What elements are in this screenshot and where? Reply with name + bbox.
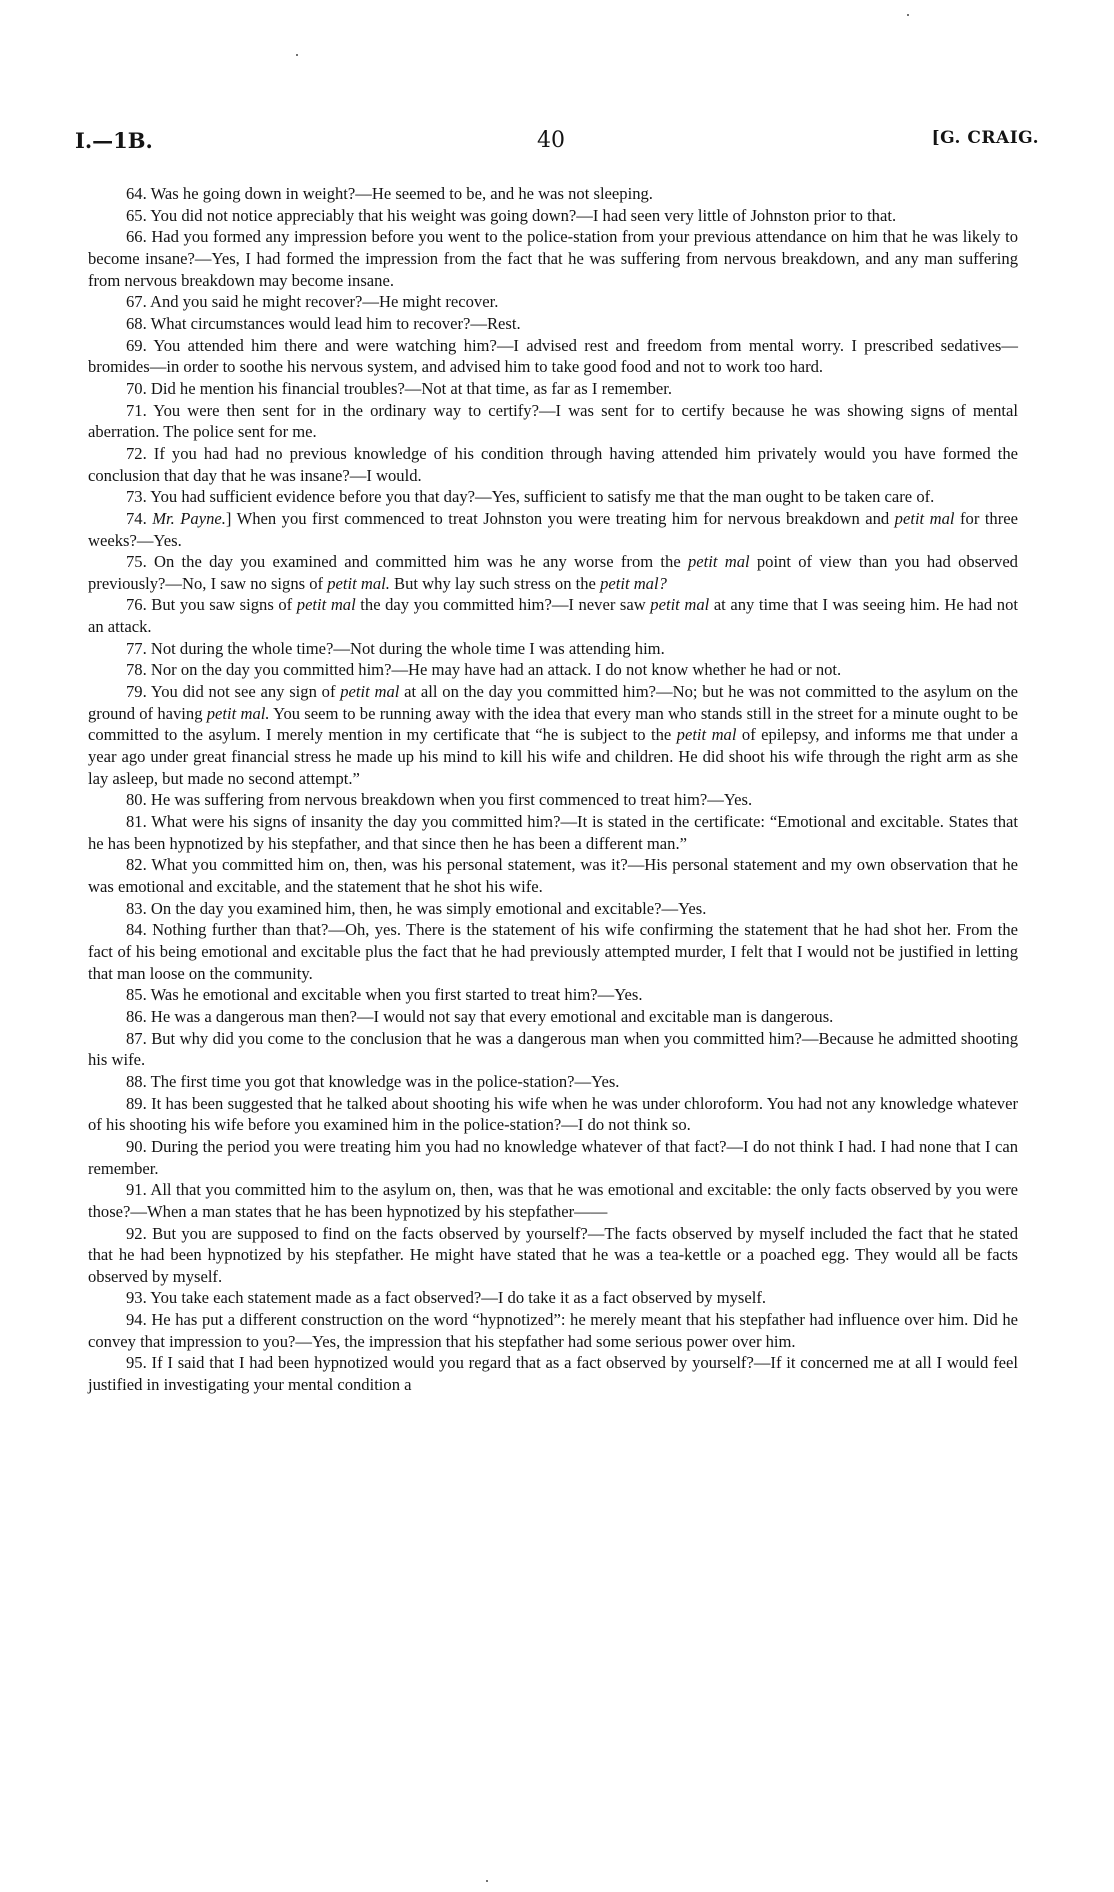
italic-text: petit mal.: [206, 703, 270, 723]
testimony-body: [88, 183, 1018, 1396]
paragraph-text: 78. Nor on the day you committed him?—He may have had an attack. I do not know whether he had or not.: [126, 660, 842, 680]
qa-paragraph: [88, 1136, 1018, 1179]
paragraph-text: 83. On the day you examined him, then, he was simply emotional and excitable?—Yes.: [126, 898, 707, 918]
page-header-witness: [G. CRAIG.: [931, 128, 1039, 148]
paragraph-text: 72. If you had had no previous knowledge of his condition through having attended him privately would you have formed the conclusion that day that he was insane?—I would.: [88, 443, 1018, 485]
scan-speck: [296, 54, 298, 56]
paragraph-text: 73. You had sufficient evidence before you that day?—Yes, sufficient to satisfy me that the man ought to be taken care of.: [126, 487, 935, 507]
paragraph-text: 82. What you committed him on, then, was his personal statement, was it?—His personal statement and my own observation that he was emotional and excitable, and the statement that he shot his wife.: [88, 855, 1018, 896]
qa-paragraph: [88, 919, 1018, 984]
italic-text: petit mal: [676, 725, 737, 745]
paragraph-text: 67. And you said he might recover?—He might recover.: [126, 292, 499, 312]
qa-paragraph: [88, 1006, 1018, 1028]
italic-text: petit mal: [340, 682, 400, 702]
qa-paragraph: [88, 1028, 1018, 1071]
qa-paragraph: [88, 984, 1018, 1006]
qa-paragraph: [88, 400, 1018, 443]
italic-text: petit mal.: [327, 573, 390, 593]
paragraph-text: 86. He was a dangerous man then?—I would not say that every emotional and excitable man is dangerous.: [126, 1006, 834, 1026]
page-header-reference: I.—1B.: [75, 128, 153, 153]
paragraph-text: 85. Was he emotional and excitable when you first started to treat him?—Yes.: [126, 985, 643, 1005]
paragraph-text: You seem to be running away with the idea that every man who stands still in the street for a minute ought to be committed to the asylum. I merely mention in my certificate that “he is subject to the: [88, 703, 1018, 745]
qa-paragraph: [88, 1179, 1018, 1222]
qa-paragraph: [88, 638, 1018, 660]
italic-text: Mr. Payne.: [152, 508, 226, 528]
paragraph-text: 87. But why did you come to the conclusion that he was a dangerous man when you committed him?—Because he admitted shooting his wife.: [88, 1028, 1018, 1070]
scan-speck: [486, 1880, 488, 1882]
qa-paragraph: [88, 205, 1018, 227]
paragraph-text: for three weeks?—Yes.: [88, 508, 1018, 550]
qa-paragraph: [88, 898, 1018, 920]
paragraph-text: 70. Did he mention his financial troubles?—Not at that time, as far as I remember.: [126, 378, 673, 398]
paragraph-text: 79. You did not see any sign of: [126, 682, 341, 702]
paragraph-text: point of view than you had observed previously?—No, I saw no signs of: [88, 552, 1018, 593]
qa-paragraph: [88, 443, 1018, 486]
paragraph-text: 69. You attended him there and were watching him?—I advised rest and freedom from mental worry. I prescribed sedatives—bromides—in order to soothe his nervous system, and advised him to take good food and not to work too hard.: [88, 335, 1018, 377]
qa-paragraph: [88, 1071, 1018, 1093]
italic-text: petit mal: [687, 552, 750, 572]
qa-paragraph: [88, 1093, 1018, 1136]
paragraph-text: 80. He was suffering from nervous breakdown when you first commenced to treat him?—Yes.: [126, 790, 753, 810]
italic-text: petit mal: [894, 508, 955, 528]
paragraph-text: 89. It has been suggested that he talked about shooting his wife when he was under chloroform. You had not any knowledge whatever of his shooting his wife before you examined him in the police-station?—I do not think so.: [88, 1093, 1018, 1135]
paragraph-text: 90. During the period you were treating him you had no knowledge whatever of that fact?—I do not think I had. I had none that I can remember.: [88, 1136, 1018, 1178]
qa-paragraph: [88, 486, 1018, 508]
qa-paragraph: [88, 854, 1018, 897]
qa-paragraph: [88, 183, 1018, 205]
qa-paragraph: [88, 335, 1018, 378]
qa-paragraph: [88, 226, 1018, 291]
qa-paragraph: [88, 313, 1018, 335]
qa-paragraph: [88, 594, 1018, 637]
qa-paragraph: [88, 789, 1018, 811]
qa-paragraph: [88, 508, 1018, 551]
italic-text: petit mal: [650, 595, 710, 615]
paragraph-text: ] When you first commenced to treat Johnston you were treating him for nervous breakdown and: [225, 508, 895, 528]
paragraph-text: 76. But you saw signs of: [126, 595, 297, 615]
page-number: 40: [537, 128, 565, 153]
paragraph-text: 75. On the day you examined and committed him was he any worse from the: [126, 552, 688, 572]
paragraph-text: 81. What were his signs of insanity the day you committed him?—It is stated in the certificate: “Emotional and excitable. States that he has been hypnotized by his stepfather, and that since then he has been a different man.”: [88, 812, 1018, 853]
paragraph-text: 68. What circumstances would lead him to recover?—Rest.: [126, 313, 521, 333]
qa-paragraph: [88, 1309, 1018, 1352]
paragraph-text: 91. All that you committed him to the asylum on, then, was that he was emotional and excitable: the only facts observed by you were those?—When a man states that he has been hypnotized by his stepfather——: [88, 1180, 1018, 1221]
qa-paragraph: [88, 1287, 1018, 1309]
paragraph-text: the day you committed him?—I never saw: [355, 595, 651, 615]
paragraph-text: 88. The first time you got that knowledge was in the police-station?—Yes.: [126, 1071, 620, 1091]
paragraph-text: 93. You take each statement made as a fact observed?—I do take it as a fact observed by myself.: [126, 1288, 767, 1308]
paragraph-text: 74.: [126, 508, 153, 528]
qa-paragraph: [88, 291, 1018, 313]
qa-paragraph: [88, 1352, 1018, 1395]
paragraph-text: 66. Had you formed any impression before you went to the police-station from your previous attendance on him that he was likely to become insane?—Yes, I had formed the impression from the fact that he was suffering from nervous breakdown, and any man suffering from nervous breakdown may become insane.: [88, 227, 1018, 290]
italic-text: petit mal: [296, 595, 356, 615]
paragraph-text: of epilepsy, and informs me that under a year ago under great financial stress he made up his mind to kill his wife and children. He did shoot his wife through the right arm as she lay asleep, but made no second attempt.”: [88, 725, 1018, 788]
paragraph-text: at all on the day you committed him?—No; but he was not committed to the asylum on the ground of having: [88, 682, 1018, 723]
paragraph-text: 94. He has put a different construction on the word “hypnotized”: he merely meant that his stepfather had influence over him. Did he convey that impression to you?—Yes, the impression that his stepfather had some serious power over him.: [88, 1310, 1018, 1351]
paragraph-text: 64. Was he going down in weight?—He seemed to be, and he was not sleeping.: [126, 184, 653, 203]
italic-text: petit mal?: [600, 573, 667, 593]
paragraph-text: But why lay such stress on the: [389, 573, 601, 593]
paragraph-text: 84. Nothing further than that?—Oh, yes. There is the statement of his wife confirming the statement that he had shot her. From the fact of his being emotional and excitable plus the fact that he had previously attempted murder, I felt that I would not be justified in letting that man loose on the community.: [88, 920, 1018, 983]
paragraph-text: 71. You were then sent for in the ordinary way to certify?—I was sent for to certify because he was showing signs of mental aberration. The police sent for me.: [88, 400, 1018, 442]
paragraph-text: 92. But you are supposed to find on the facts observed by yourself?—The facts observed by myself included the fact that he stated that he had been hypnotized by his stepfather. He might have stated that he was a tea-kettle or a poached egg. They would all be facts observed by myself.: [88, 1223, 1018, 1286]
qa-paragraph: [88, 551, 1018, 594]
qa-paragraph: [88, 659, 1018, 681]
paragraph-text: 95. If I said that I had been hypnotized would you regard that as a fact observed by yourself?—If it concerned me at all I would feel justified in investigating your mental condition a: [88, 1353, 1018, 1395]
paragraph-text: at any time that I was seeing him. He had not an attack.: [88, 595, 1018, 637]
paragraph-text: 77. Not during the whole time?—Not during the whole time I was attending him.: [126, 638, 665, 658]
paragraph-text: 65. You did not notice appreciably that his weight was going down?—I had seen very little of Johnston prior to that.: [126, 205, 897, 225]
qa-paragraph: [88, 681, 1018, 789]
scan-speck: [907, 14, 909, 16]
qa-paragraph: [88, 378, 1018, 400]
qa-paragraph: [88, 811, 1018, 854]
qa-paragraph: [88, 1223, 1018, 1288]
